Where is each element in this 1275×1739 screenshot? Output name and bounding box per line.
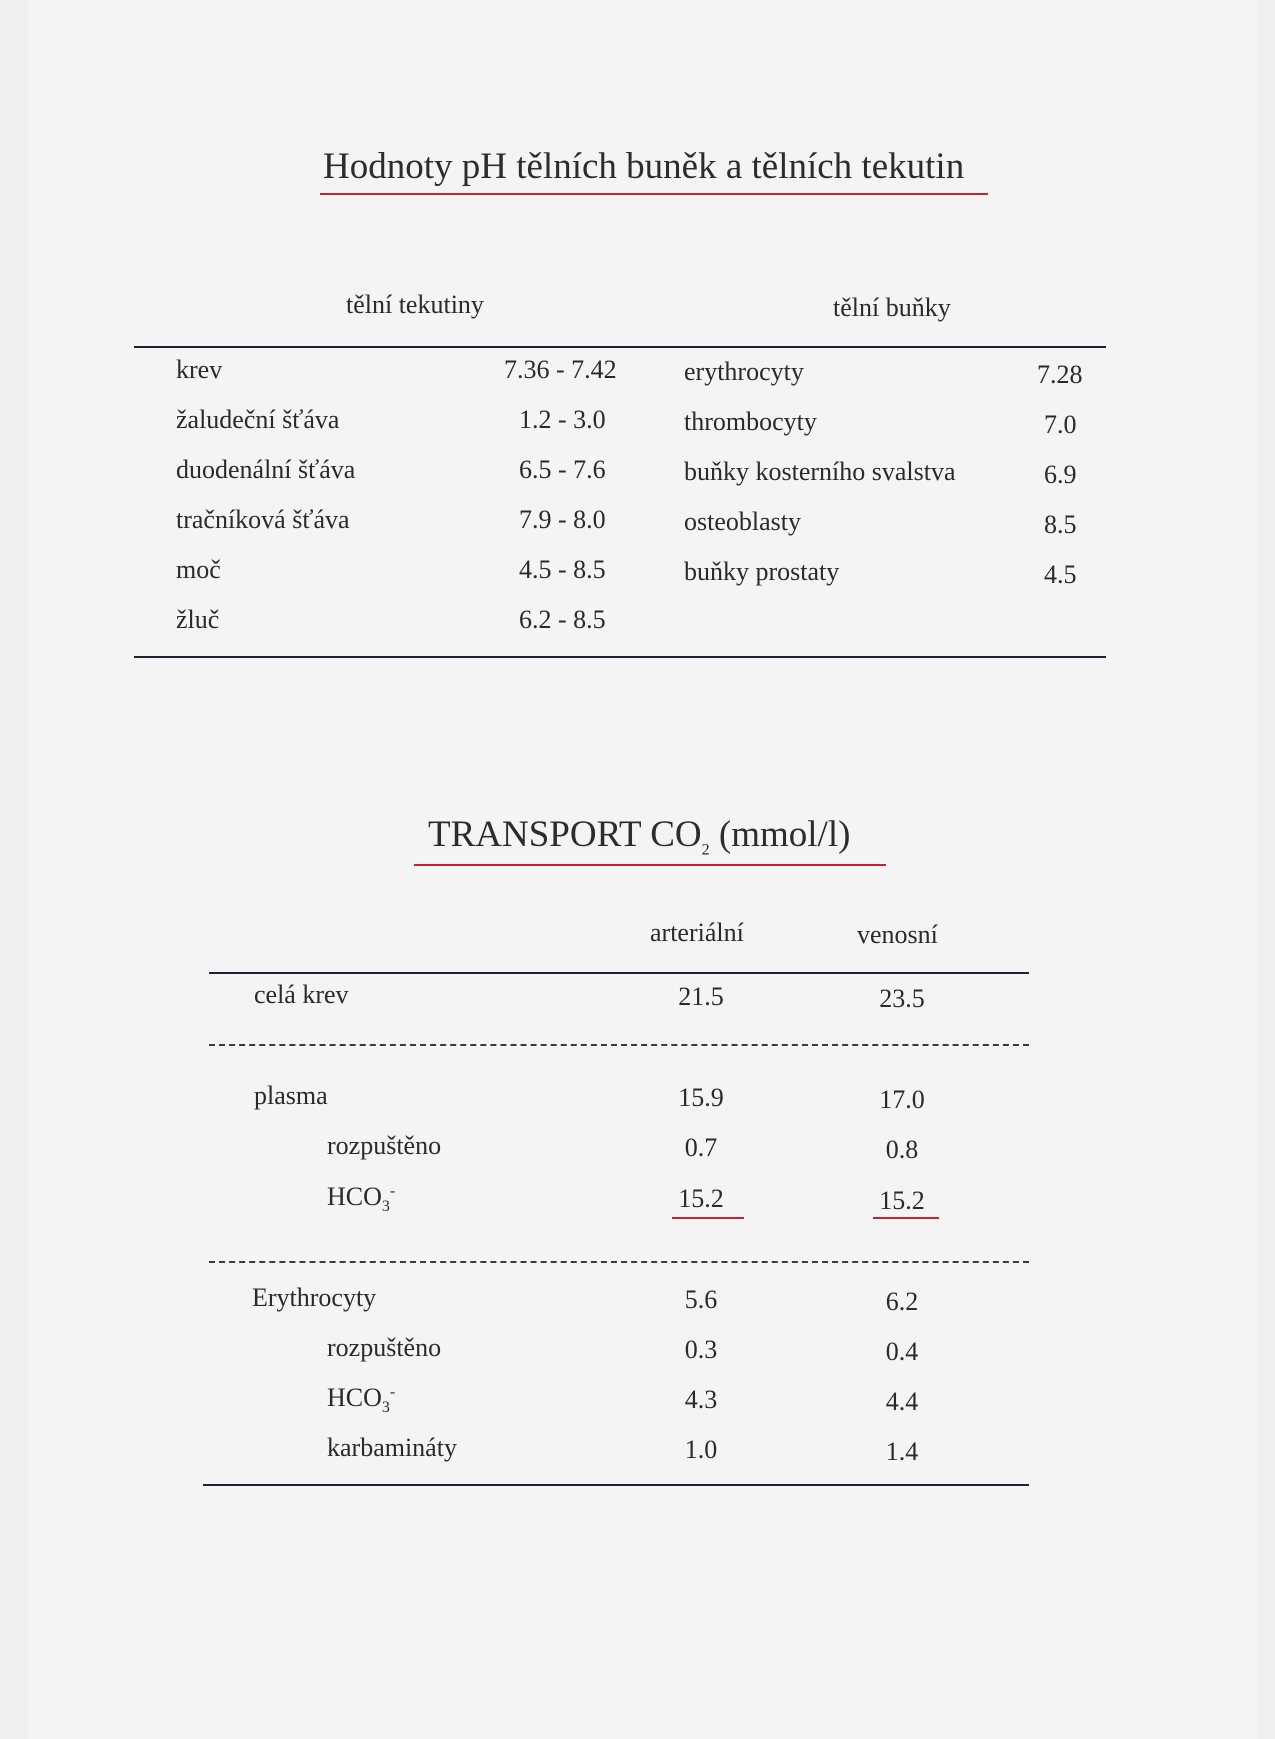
fluid-name: žluč xyxy=(176,605,220,634)
arterial-header: arteriální xyxy=(650,918,744,947)
dashed-separator xyxy=(209,1261,1029,1263)
cell-value: 4.5 xyxy=(1044,560,1077,589)
ph-table-top-rule xyxy=(134,346,1106,348)
plasma-dissolved-venous: 0.8 xyxy=(885,1135,919,1164)
venous-header: venosní xyxy=(857,920,938,949)
ery-hco3-label: $HCO_3^-$ xyxy=(327,1383,396,1417)
plasma-arterial: 15.9 xyxy=(678,1083,724,1112)
cell-value: 7.0 xyxy=(1044,410,1077,439)
plasma-hco3-venous: 15.2 xyxy=(879,1186,925,1215)
cell-value: 8.5 xyxy=(1044,510,1077,539)
document-page xyxy=(28,0,1258,1739)
fluid-value: 7.9 - 8.0 xyxy=(519,505,606,534)
cell-name: osteoblasty xyxy=(684,507,801,536)
ery-carbamino-venous: 1.4 xyxy=(885,1437,919,1466)
co2-table-top-rule xyxy=(209,972,1029,974)
dashed-separator xyxy=(209,1044,1029,1046)
co2-title-underline xyxy=(414,864,886,866)
ph-title-underline xyxy=(320,193,988,195)
fluid-name: duodenální šťáva xyxy=(176,455,356,484)
whole-blood-venous: 23.5 xyxy=(879,984,925,1013)
ery-carbamino-arterial: 1.0 xyxy=(684,1435,718,1464)
erythrocytes-label: Erythrocyty xyxy=(252,1283,377,1312)
fluid-value: 7.36 - 7.42 xyxy=(504,355,617,384)
plasma-hco3-label: $HCO_3^-$ xyxy=(327,1182,396,1216)
cell-value: 7.28 xyxy=(1037,360,1083,389)
cell-name: buňky prostaty xyxy=(684,557,840,586)
fluid-name: žaludeční šťáva xyxy=(176,405,340,434)
whole-blood-arterial: 21.5 xyxy=(678,982,724,1011)
plasma-venous: 17.0 xyxy=(879,1085,925,1114)
plasma-hco3-arterial: 15.2 xyxy=(678,1184,724,1213)
erythrocytes-venous: 6.2 xyxy=(885,1287,919,1316)
ery-hco3-arterial: 4.3 xyxy=(684,1385,718,1414)
co2-table-bottom-rule xyxy=(203,1484,1029,1486)
ery-hco3-venous: 4.4 xyxy=(885,1387,919,1416)
plasma-dissolved-arterial: 0.7 xyxy=(684,1133,718,1162)
co2-title: TRANSPORT $CO_2$ (mmol/l) xyxy=(428,814,851,859)
cell-value: 6.9 xyxy=(1044,460,1077,489)
fluid-name: krev xyxy=(176,355,223,384)
erythrocytes-arterial: 5.6 xyxy=(684,1285,718,1314)
ery-carbamino-label: karbamináty xyxy=(327,1433,457,1462)
cell-name: thrombocyty xyxy=(684,407,817,436)
ery-dissolved-venous: 0.4 xyxy=(885,1337,919,1366)
fluid-value: 4.5 - 8.5 xyxy=(519,555,606,584)
plasma-dissolved-label: rozpuštěno xyxy=(327,1131,442,1160)
fluid-value: 6.5 - 7.6 xyxy=(519,455,606,484)
arterial-hco3-underline xyxy=(672,1217,744,1219)
ery-dissolved-label: rozpuštěno xyxy=(327,1333,442,1362)
cells-header: tělní buňky xyxy=(833,293,951,322)
fluid-name: tračníková šťáva xyxy=(176,505,350,534)
cell-name: buňky kosterního svalstva xyxy=(684,457,956,486)
fluid-name: moč xyxy=(176,555,221,584)
whole-blood-label: celá krev xyxy=(254,980,349,1009)
ph-title: Hodnoty pH tělních buněk a tělních tekutin xyxy=(323,146,965,187)
fluids-header: tělní tekutiny xyxy=(346,290,484,319)
plasma-label: plasma xyxy=(254,1081,328,1110)
ph-table-bottom-rule xyxy=(134,656,1106,658)
ery-dissolved-arterial: 0.3 xyxy=(684,1335,718,1364)
fluid-value: 1.2 - 3.0 xyxy=(519,405,606,434)
venous-hco3-underline xyxy=(873,1217,939,1219)
cell-name: erythrocyty xyxy=(684,357,804,386)
fluid-value: 6.2 - 8.5 xyxy=(519,605,606,634)
